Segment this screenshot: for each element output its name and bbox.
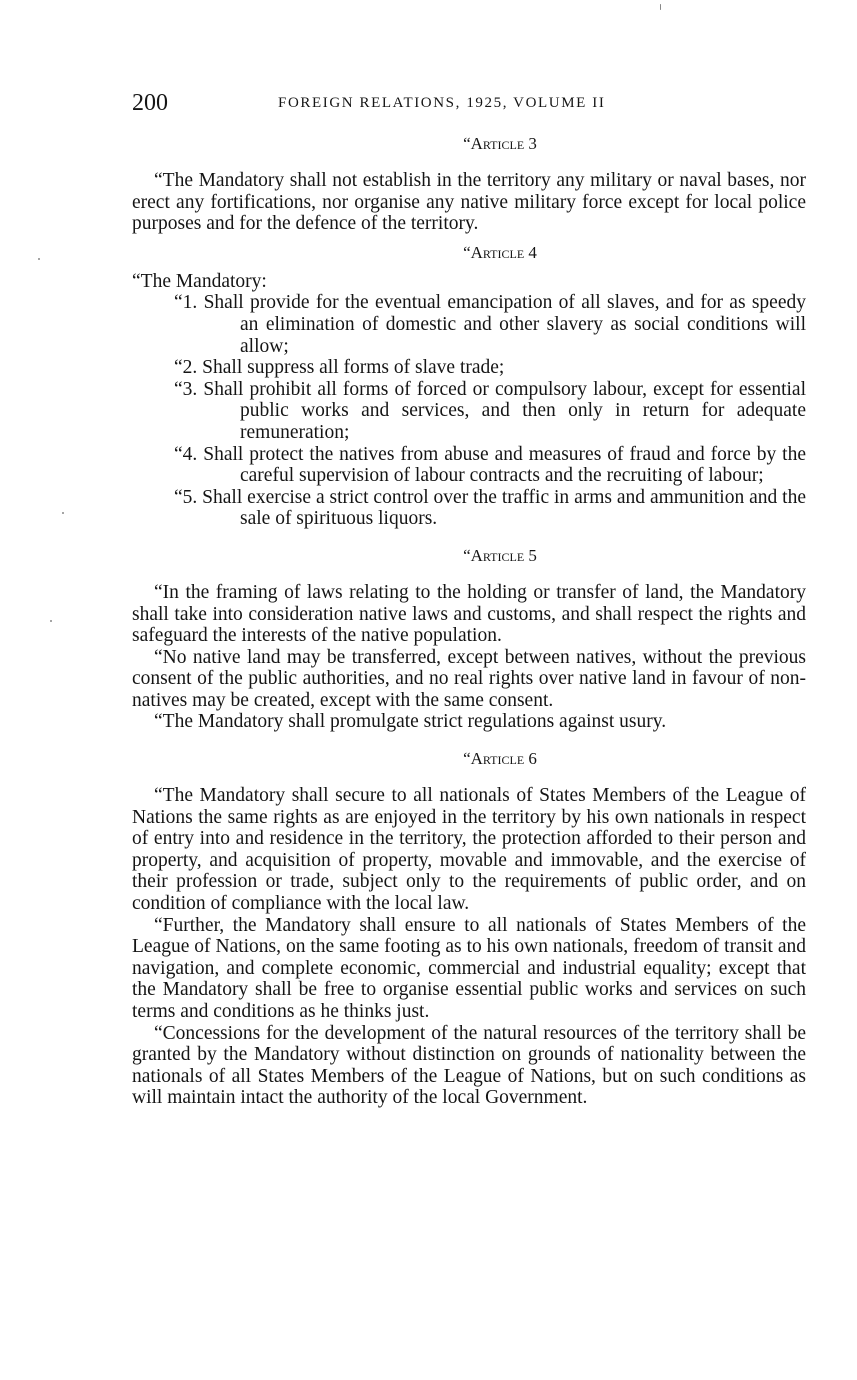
page-number: 200 [132, 90, 168, 116]
article-heading-label: “Article [463, 545, 525, 565]
article-heading-number: 4 [528, 242, 537, 262]
scan-mark [38, 258, 40, 260]
article-heading [132, 544, 806, 568]
article-intro: “The Mandatory: [132, 270, 267, 292]
running-title: FOREIGN RELATIONS, 1925, VOLUME II [278, 95, 606, 111]
article-heading-label: “Article [463, 749, 525, 769]
article-heading [132, 747, 806, 771]
article-heading [132, 132, 806, 156]
document-body [132, 132, 806, 1109]
article-heading-number: 3 [528, 134, 537, 153]
running-header [132, 88, 806, 120]
scan-mark [62, 512, 64, 514]
scan-mark [50, 620, 52, 622]
paragraph: “Concessions for the development of the natural resources of the territory shall be granted by the Mandatory without distinction on grounds of nationality between the nationals of all States Members of the League of Nations, but on such conditions as will maintain intact the authority of the local Government. [132, 1022, 806, 1109]
paragraph: “In the framing of laws relating to the holding or transfer of land, the Mandatory shall take into consideration native laws and customs, and shall respect the rights and safeguard the interests of the native population. [132, 581, 806, 647]
article-heading-label: “Article [463, 242, 525, 262]
list-item: “5. Shall exercise a strict control over the traffic in arms and ammunition and the sale of spirituous liquors. [174, 486, 806, 530]
list-item: “1. Shall provide for the eventual emancipation of all slaves, and for as speedy an elimination of domestic and other slavery as social conditions will allow; [174, 292, 806, 357]
paragraph: “The Mandatory shall promulgate strict regulations against usury. [154, 711, 667, 733]
list-item: “2. Shall suppress all forms of slave trade; [174, 357, 505, 379]
article-heading-number: 6 [528, 749, 537, 769]
paragraph: “The Mandatory shall secure to all nationals of States Members of the League of Nations the same rights as are enjoyed in the territory by his own nationals in respect of entry into and residence in the territory, the protection afforded to their person and property, and acquisition of property, movable and immovable, and the exercise of their profession or trade, subject only to the requirements of public order, and on condition of compliance with the local law. [132, 785, 806, 915]
scan-mark [660, 4, 661, 10]
paragraph: “Further, the Mandatory shall ensure to all nationals of States Members of the League of Nations, on the same footing as to his own nationals, freedom of transit and navigation, and complete economic, commercial and industrial equality; except that the Mandatory shall be free to organise essential public works and services on such terms and conditions as he thinks just. [132, 914, 806, 1022]
list-item: “4. Shall protect the natives from abuse and measures of fraud and force by the careful supervision of labour contracts and the recruiting of labour; [174, 443, 806, 487]
article-heading-number: 5 [528, 545, 537, 565]
list-item: “3. Shall prohibit all forms of forced or compulsory labour, except for essential public works and services, and then only in return for adequate remuneration; [174, 378, 806, 443]
article-heading [132, 241, 806, 265]
paragraph: “The Mandatory shall not establish in the territory any military or naval bases, nor erect any fortifications, nor organise any native military force except for local police purposes and for the defence of the territory. [132, 170, 806, 235]
paragraph: “No native land may be transferred, except between natives, without the previous consent of the public authorities, and no real rights over native land in favour of non-natives may be created, except with the same consent. [132, 646, 806, 711]
article-heading-label: “Article [463, 134, 525, 153]
